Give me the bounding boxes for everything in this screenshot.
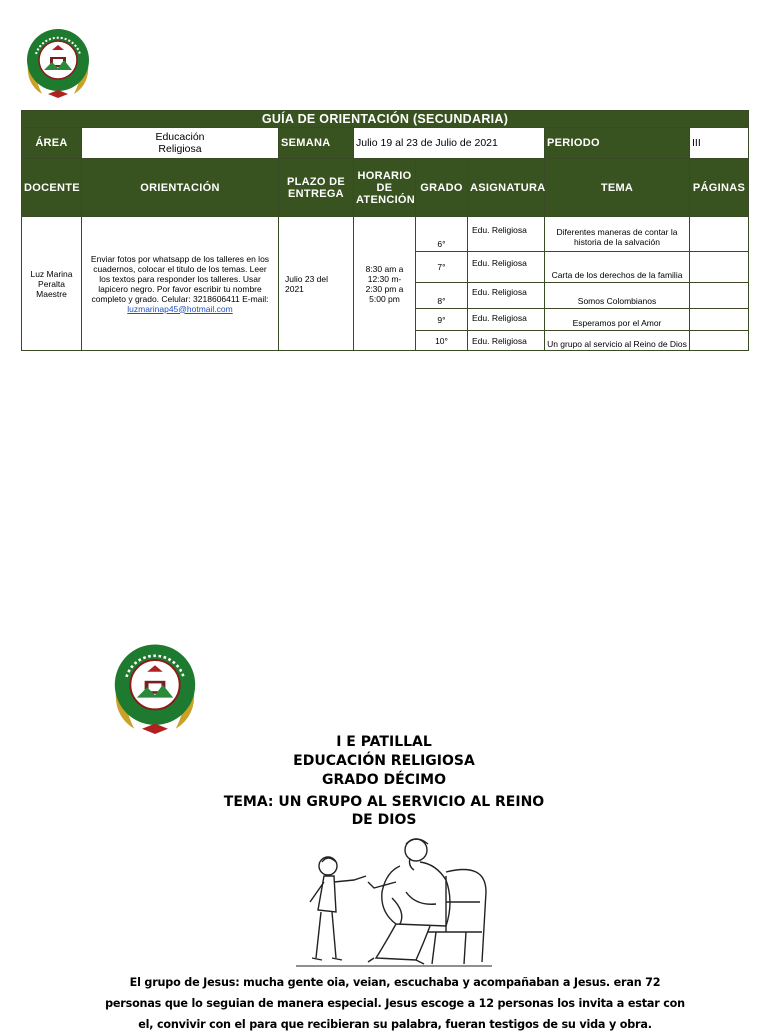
paginas-cell xyxy=(690,331,749,351)
header-asignatura: ASIGNATURA xyxy=(468,159,545,217)
school-crest-icon xyxy=(108,638,202,734)
asignatura-cell: Edu. Religiosa xyxy=(468,217,545,252)
topic-title-line2: DE DIOS xyxy=(351,812,417,828)
header-plazo: PLAZO DE ENTREGA xyxy=(279,159,354,217)
header-tema: TEMA xyxy=(545,159,690,217)
grade-title: GRADO DÉCIMO xyxy=(321,772,446,788)
orientation-guide-table xyxy=(21,110,749,351)
asignatura-cell: Edu. Religiosa xyxy=(468,283,545,309)
semana-label: SEMANA xyxy=(279,128,354,159)
paginas-cell xyxy=(690,217,749,252)
subject-title: EDUCACIÓN RELIGIOSA xyxy=(293,753,475,769)
semana-value: Julio 19 al 23 de Julio de 2021 xyxy=(354,128,545,159)
area-label: ÁREA xyxy=(22,128,82,159)
tema-cell: Carta de los derechos de la familia xyxy=(545,252,690,283)
header-grado: GRADO xyxy=(416,159,468,217)
area-value-line2: Religiosa xyxy=(158,143,202,155)
periodo-value: III xyxy=(690,128,749,159)
header-orientacion: ORIENTACIÓN xyxy=(82,159,279,217)
grado-cell: 9° xyxy=(416,309,468,331)
tema-cell: Diferentes maneras de contar la historia de la salvación xyxy=(545,217,690,252)
grado-cell: 10° xyxy=(416,331,468,351)
email-link[interactable]: luzmarinap45@hotmail.com xyxy=(127,303,233,314)
school-crest-icon xyxy=(22,24,94,98)
grado-cell: 8° xyxy=(416,283,468,309)
asignatura-cell: Edu. Religiosa xyxy=(468,252,545,283)
table-title: GUÍA DE ORIENTACIÓN (SECUNDARIA) xyxy=(22,111,749,128)
grado-cell: 6° xyxy=(416,217,468,252)
tema-cell: Esperamos por el Amor xyxy=(545,309,690,331)
orientacion-value xyxy=(82,217,279,351)
horario-value: 8:30 am a 12:30 m- 2:30 pm a 5:00 pm xyxy=(354,217,416,351)
school-name: I E PATILLAL xyxy=(336,734,432,750)
teacher-and-child-illustration xyxy=(296,832,492,973)
tema-cell: Somos Colombianos xyxy=(545,283,690,309)
asignatura-cell: Edu. Religiosa xyxy=(468,309,545,331)
area-value xyxy=(82,128,279,159)
area-value-line1: Educación xyxy=(155,131,205,143)
asignatura-cell: Edu. Religiosa xyxy=(468,331,545,351)
lesson-paragraph: El grupo de Jesus: mucha gente oia, veian, escuchaba y acompañaban a Jesus. eran 72 personas que lo seguian de manera especial. Jesus escoge a 12 personas los invita a estar con el, convivir con el para que recibieran su palabra, fueran testigos de su vida y obra. xyxy=(105,976,685,1031)
docente-value: Luz Marina Peralta Maestre xyxy=(22,217,82,351)
orientacion-text: Enviar fotos por whatsapp de los talleres en los cuadernos, colocar el titulo de los temas. Leer los textos para responder los talleres. Usar lapicero negro. Por favor escribir tu nombre completo y grado. Celular: 3218606411 E-mail: xyxy=(90,253,270,304)
periodo-label: PERIODO xyxy=(545,128,690,159)
tema-cell: Un grupo al servicio al Reino de Dios xyxy=(545,331,690,351)
plazo-value: Julio 23 del 2021 xyxy=(279,217,354,351)
table-row xyxy=(22,217,749,252)
paginas-cell xyxy=(690,252,749,283)
header-horario: HORARIO DE ATENCIÓN xyxy=(354,159,416,217)
paginas-cell xyxy=(690,309,749,331)
topic-title-line1: TEMA: UN GRUPO AL SERVICIO AL REINO xyxy=(223,794,545,810)
header-paginas: PÁGINAS xyxy=(690,159,749,217)
grado-cell: 7° xyxy=(416,252,468,283)
paginas-cell xyxy=(690,283,749,309)
header-docente: DOCENTE xyxy=(22,159,82,217)
